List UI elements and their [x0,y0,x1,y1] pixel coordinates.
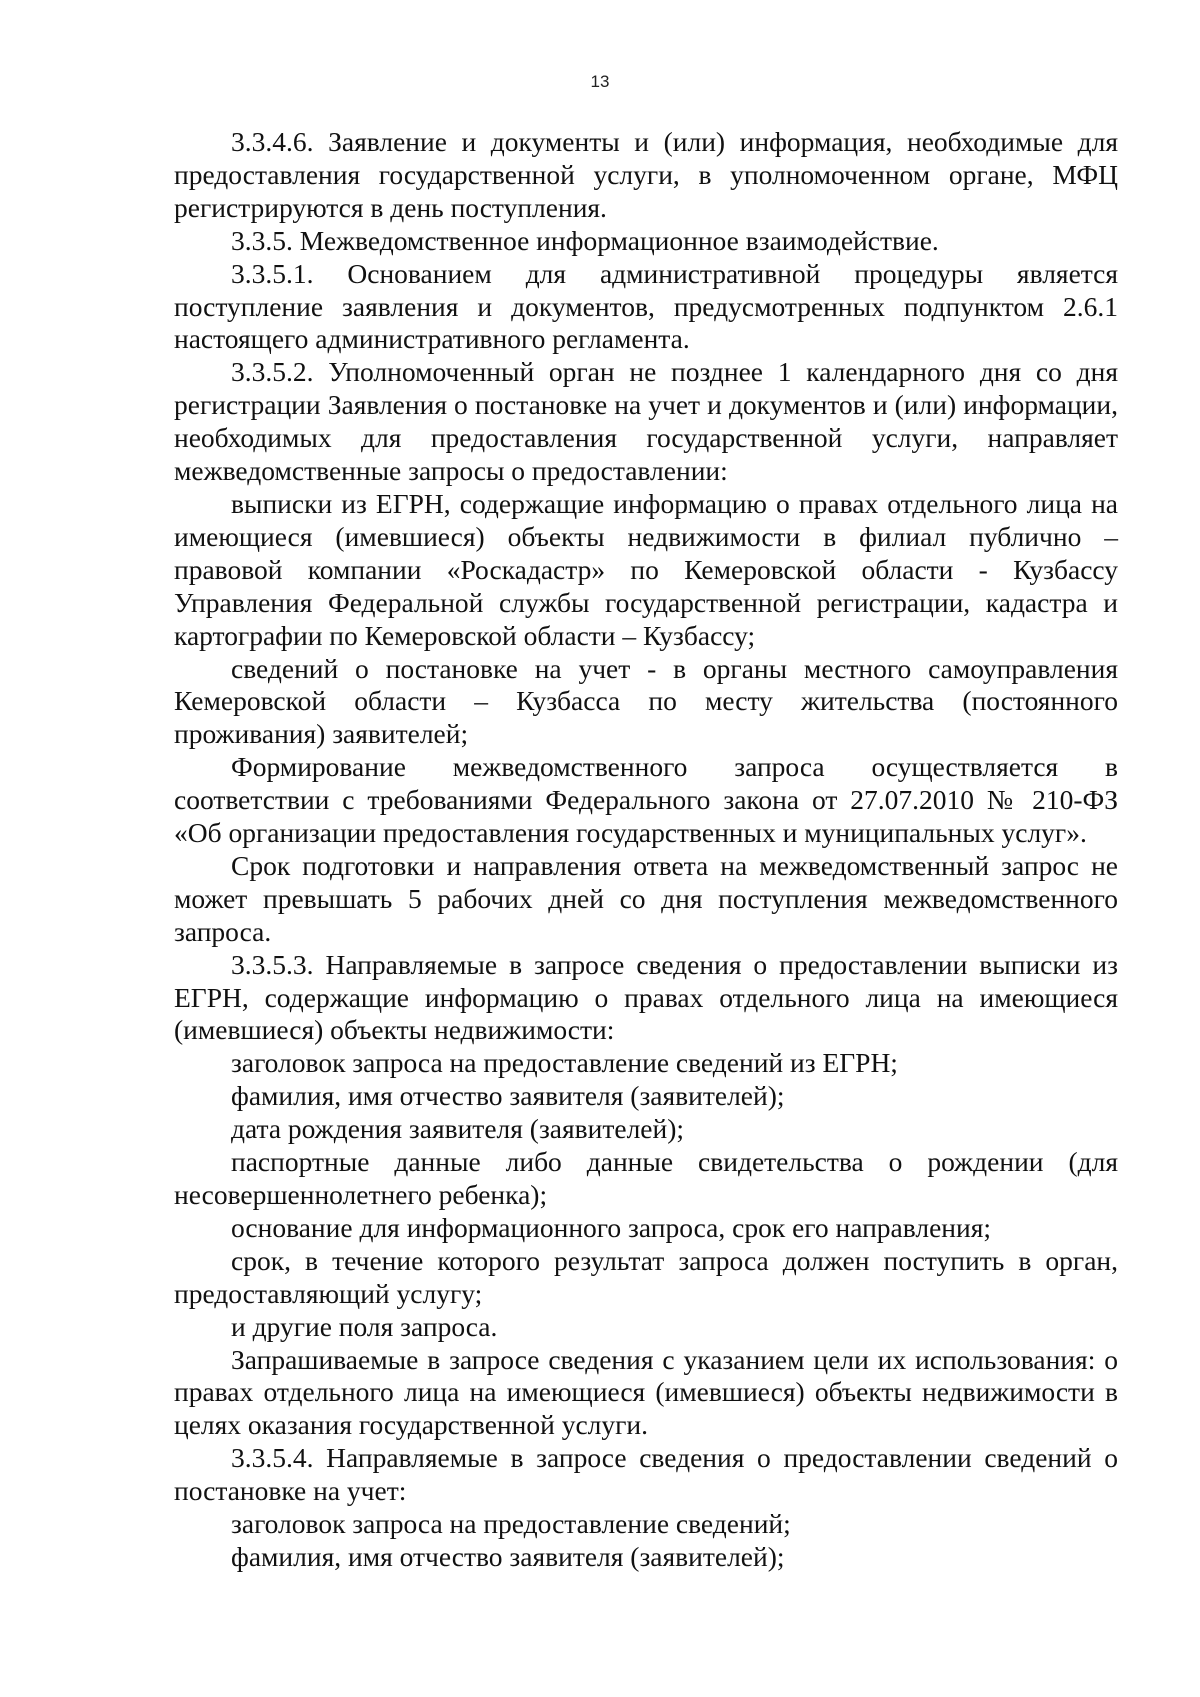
list-item: основание для информационного запроса, срок его направления; [231,1211,992,1243]
list-item: фамилия, имя отчество заявителя (заявителей); [231,1540,785,1572]
list-item: срок, в течение которого результат запроса должен поступить в орган, предоставляющий услугу; [174,1244,1118,1309]
list-item: дата рождения заявителя (заявителей); [231,1113,685,1145]
paragraph-3-3-5-1: 3.3.5.1. Основанием для административной процедуры является поступление заявления и документов, предусмотренных подпунктом 2.6.1 настоящего административного регламента. [174,257,1118,355]
list-item-egrn-extract: выписки из ЕГРН, содержащие информацию о правах отдельного лица на имеющиеся (имевшиеся) объекты недвижимости в филиал публично – правовой компании «Роскадастр» по Кемеровской области - Кузбассу Управления Федеральной службы государственной регистрации, кадастра и картографии по Кемеровской области – Кузбассу; [174,487,1118,651]
list-item: заголовок запроса на предоставление сведений из ЕГРН; [231,1047,898,1079]
document-body [174,126,1118,1574]
list-item: паспортные данные либо данные свидетельства о рождении (для несовершеннолетнего ребенка); [174,1146,1118,1210]
heading-3-3-5: 3.3.5. Межведомственное информационное взаимодействие. [231,224,939,256]
list-item: заголовок запроса на предоставление сведений; [231,1508,791,1540]
paragraph-3-3-4-6: 3.3.4.6. Заявление и документы и (или) информация, необходимые для предоставления государственной услуги, в уполномоченном органе, МФЦ регистрируются в день поступления. [174,126,1118,223]
paragraph-3-3-5-4: 3.3.5.4. Направляемые в запросе сведения о предоставлении сведений о постановке на учет: [174,1442,1118,1507]
paragraph-response-deadline: Срок подготовки и направления ответа на межведомственный запрос не может превышать 5 рабочих дней со дня поступления межведомственного запроса. [174,849,1118,947]
list-item: фамилия, имя отчество заявителя (заявителей); [231,1080,785,1112]
paragraph-3-3-5-3: 3.3.5.3. Направляемые в запросе сведения о предоставлении выписки из ЕГРН, содержащие информацию о правах отдельного лица на имеющиеся (имевшиеся) объекты недвижимости: [174,948,1118,1046]
list-item-registration-info: сведений о постановке на учет - в органы местного самоуправления Кемеровской области – Кузбасса по месту жительства (постоянного проживания) заявителей; [174,652,1118,750]
paragraph-requested-info: Запрашиваемые в запросе сведения с указанием цели их использования: о правах отдельного лица на имеющиеся (имевшиеся) объекты недвижимости в целях оказания государственной услуги. [174,1343,1118,1441]
paragraph-3-3-5-2: 3.3.5.2. Уполномоченный орган не позднее 1 календарного дня со дня регистрации Заявления о постановке на учет и документов и (или) информации, необходимых для предоставления государственной услуги, направляет межведомственные запросы о предоставлении: [174,356,1118,487]
page-number: 13 [590,72,610,91]
list-item: и другие поля запроса. [231,1310,498,1342]
paragraph-request-formation: Формирование межведомственного запроса осуществляется в соответствии с требованиями Федерального закона от 27.07.2010 № 210-ФЗ «Об организации предоставления государственных и муниципальных услуг». [174,751,1118,849]
